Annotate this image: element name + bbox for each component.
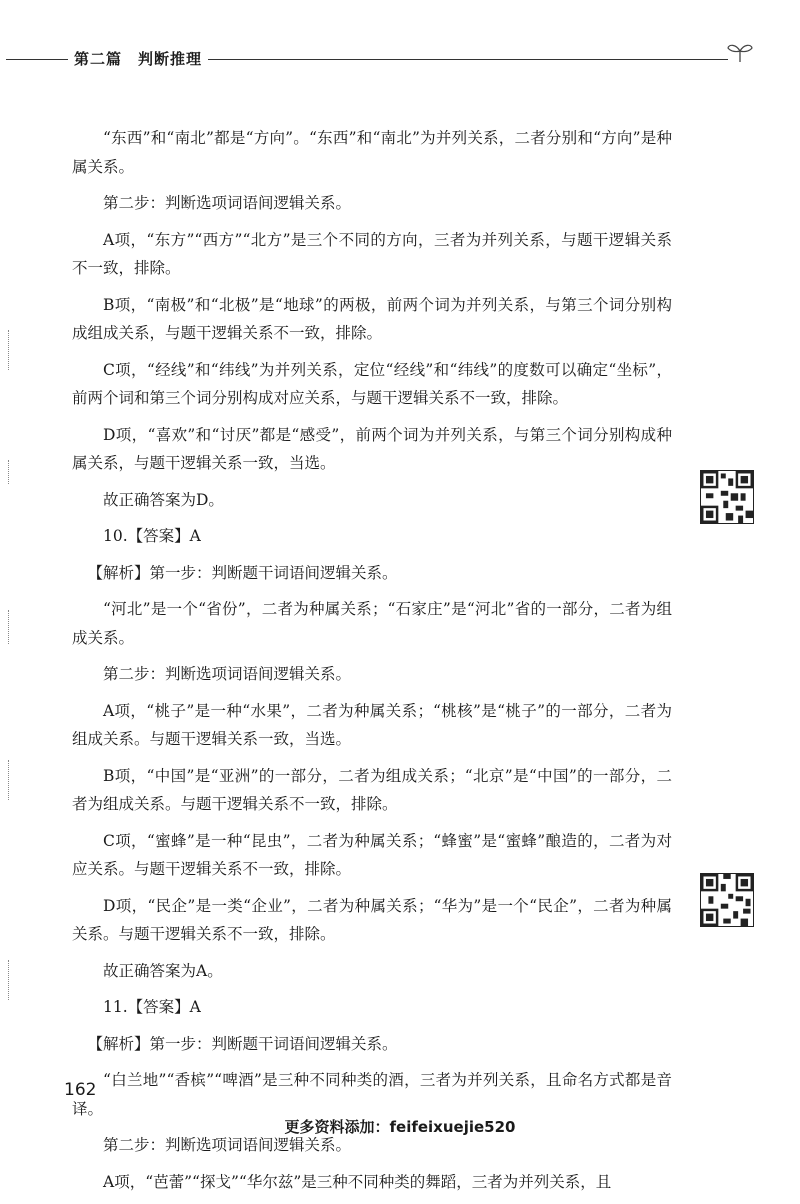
paragraph: B项，“中国”是“亚洲”的一部分，二者为组成关系；“北京”是“中国”的一部分，二者为组成关系。与题干逻辑关系不一致，排除。: [72, 766, 672, 813]
q11-answer: 11.【答案】A: [103, 998, 201, 1016]
paragraph: A项，“桃子”是一种“水果”，二者为种属关系；“桃核”是“桃子”的一部分，二者为组成关系。与题干逻辑关系一致，当选。: [72, 701, 672, 748]
header-rule-left: [6, 59, 68, 60]
margin-dots: [8, 330, 11, 370]
margin-dots: [8, 460, 11, 484]
paragraph: D项，“民企”是一类“企业”，二者为种属关系；“华为”是一个“民企”，二者为种属关系。与题干逻辑关系不一致，排除。: [72, 896, 672, 943]
main-text: [72, 124, 672, 1204]
q11-analysis: 【解析】第一步：判断题干词语间逻辑关系。: [87, 1034, 398, 1053]
running-header: [0, 44, 800, 74]
page-number: 162: [64, 1080, 97, 1100]
qr-code-icon[interactable]: [700, 470, 754, 524]
qr-code-icon[interactable]: [700, 873, 754, 927]
paragraph: C项，“经线”和“纬线”为并列关系，定位“经线”和“纬线”的度数可以确定“坐标”，前两个词和第三个词分别构成对应关系，与题干逻辑关系不一致，排除。: [72, 360, 672, 407]
paragraph: 故正确答案为A。: [103, 961, 223, 980]
q10-analysis: 【解析】第一步：判断题干词语间逻辑关系。: [87, 563, 398, 582]
paragraph: D项，“喜欢”和“讨厌”都是“感受”，前两个词为并列关系，与第三个词分别构成种属关系，与题干逻辑关系一致，当选。: [72, 425, 672, 472]
paragraph: “白兰地”“香槟”“啤酒”是三种不同种类的酒，三者为并列关系，且命名方式都是音译。: [72, 1071, 672, 1118]
paragraph: 第二步：判断选项词语间逻辑关系。: [103, 1136, 352, 1154]
header-section: 判断推理: [138, 50, 203, 68]
paragraph: “东西”和“南北”都是“方向”。“东西”和“南北”为并列关系，二者分别和“方向”是种属关系。: [72, 129, 672, 176]
margin-dots: [8, 610, 11, 644]
margin-dots: [8, 960, 11, 1000]
footer-note: 更多资料添加：feifeixuejie520: [284, 1118, 516, 1136]
paragraph: A项，“东方”“西方”“北方”是三个不同的方向，三者为并列关系，与题干逻辑关系不一致，排除。: [72, 230, 672, 277]
header-rule-right: [208, 59, 728, 60]
header-title: [74, 48, 202, 69]
header-part: 第二篇: [74, 50, 123, 68]
q10-answer: 10.【答案】A: [103, 527, 201, 545]
paragraph: 第二步：判断选项词语间逻辑关系。: [103, 194, 352, 212]
paragraph: B项，“南极”和“北极”是“地球”的两极，前两个词为并列关系，与第三个词分别构成组成关系，与题干逻辑关系不一致，排除。: [72, 295, 672, 342]
margin-dots: [8, 760, 11, 800]
sprout-icon: [726, 42, 754, 64]
paragraph: C项，“蜜蜂”是一种“昆虫”，二者为种属关系；“蜂蜜”是“蜜蜂”酿造的，二者为对应关系。与题干逻辑关系不一致，排除。: [72, 831, 672, 878]
paragraph: 第二步：判断选项词语间逻辑关系。: [103, 665, 352, 683]
paragraph: “河北”是一个“省份”，二者为种属关系；“石家庄”是“河北”省的一部分，二者为组成关系。: [72, 600, 672, 647]
paragraph: A项，“芭蕾”“探戈”“华尔兹”是三种不同种类的舞蹈，三者为并列关系，且: [103, 1172, 612, 1191]
paragraph: 故正确答案为D。: [103, 490, 224, 509]
